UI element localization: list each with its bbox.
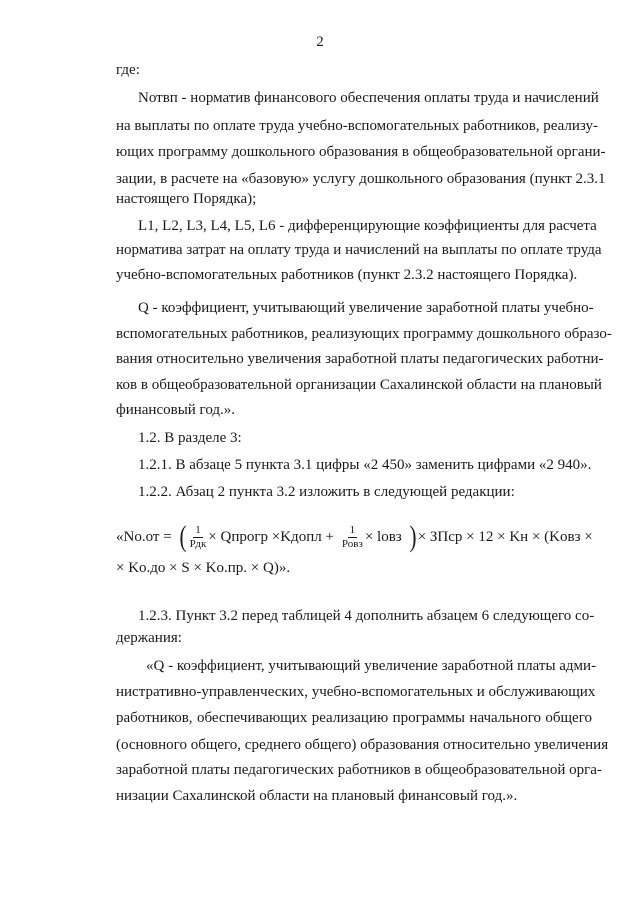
q-new-line-3: работников, обеспечивающих реализацию программы начального общего — [116, 710, 592, 726]
q-def-line-3: вания относительно увеличения заработной платы педагогических работни- — [116, 351, 604, 367]
fraction-1 — [190, 524, 207, 551]
formula-line-1 — [116, 515, 592, 559]
q-new-line-4: (основного общего, среднего общего) образования относительно увеличения — [116, 737, 609, 753]
fraction-2-denominator: Ровз — [341, 537, 363, 550]
q-new-line-2: нистративно-управленческих, учебно-вспомогательных и обслуживающих — [116, 684, 596, 700]
n-def-line-3: ющих программу дошкольного образования в общеобразовательной органи- — [116, 144, 606, 160]
formula-term-2: × lовз — [364, 528, 402, 545]
fraction-2-numerator: 1 — [349, 523, 356, 536]
item-1-2-3-line-1: 1.2.3. Пункт 3.2 перед таблицей 4 дополнить абзацем 6 следующего со- — [138, 608, 595, 624]
q-def-line-5: финансовый год.». — [116, 402, 236, 418]
n-def-line-4: зации, в расчете на «базовую» услугу дошкольного образования (пункт 2.3.1 — [116, 171, 606, 187]
item-1-2-3-line-2: держания: — [116, 630, 182, 646]
where-label: где: — [116, 62, 140, 78]
n-def-line-2: на выплаты по оплате труда учебно-вспомогательных работников, реализу- — [116, 118, 599, 134]
q-def-line-2: вспомогательных работников, реализующих программу дошкольного образо- — [116, 326, 612, 342]
formula-line-2: × Kо.до × S × Kо.пр. × Q)». — [116, 560, 291, 576]
q-new-line-1: «Q - коэффициент, учитывающий увеличение заработной платы адми- — [146, 658, 597, 674]
q-new-line-5: заработной платы педагогических работников в общеобразовательной орга- — [116, 762, 602, 778]
page-number: 2 — [316, 34, 324, 50]
formula-tail: × ЗПср × 12 × Kн × (Kовз × — [417, 528, 593, 545]
item-1-2: 1.2. В разделе 3: — [138, 430, 242, 446]
item-1-2-2: 1.2.2. Абзац 2 пункта 3.2 изложить в следующей редакции: — [138, 484, 515, 500]
l-def-line-3: учебно-вспомогательных работников (пункт 2.3.2 настоящего Порядка). — [116, 267, 578, 283]
fraction-1-numerator: 1 — [195, 523, 201, 536]
n-def-line-1: Nотвп - норматив финансового обеспечения оплаты труда и начислений — [138, 90, 599, 106]
close-paren: ) — [409, 520, 417, 553]
q-def-line-1: Q - коэффициент, учитывающий увеличение заработной платы учебно- — [138, 300, 594, 316]
fraction-1-denominator: Рдк — [189, 537, 207, 550]
fraction-2 — [342, 524, 363, 551]
item-1-2-1: 1.2.1. В абзаце 5 пункта 3.1 цифры «2 450» заменить цифрами «2 940». — [138, 457, 592, 473]
q-new-line-6: низации Сахалинской области на плановый финансовый год.». — [116, 788, 518, 804]
q-def-line-4: ков в общеобразовательной организации Сахалинской области на плановый — [116, 377, 602, 393]
l-def-line-1: L1, L2, L3, L4, L5, L6 - дифференцирующие коэффициенты для расчета — [138, 218, 597, 234]
formula-term-1: × Qпрогр ×Kдопл + — [208, 528, 334, 545]
open-paren: ( — [179, 520, 187, 553]
formula-lhs: «Nо.от = — [116, 528, 172, 545]
l-def-line-2: норматива затрат на оплату труда и начислений на выплаты по оплате труда — [116, 242, 602, 258]
n-def-line-5: настоящего Порядка); — [116, 191, 257, 207]
